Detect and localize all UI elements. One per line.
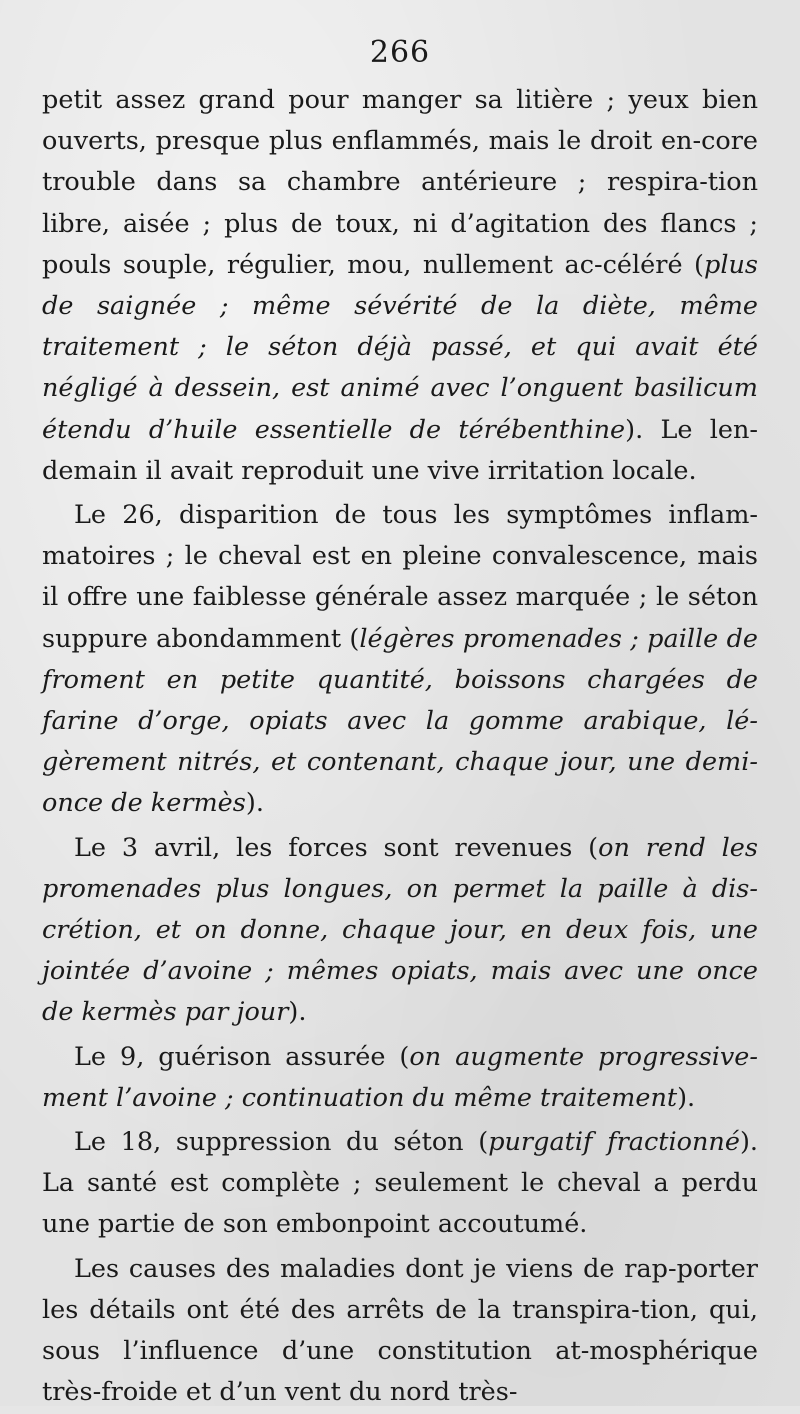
italic-segment: légères promenades ; paille de froment en petite quantité, boissons chargées de farine d’orge, opiats avec la gomme arabique, lé-gèrement nitrés, et contenant, chaque jour, une demi-once de kermès bbox=[42, 623, 758, 819]
italic-segment: purgatif fractionné bbox=[488, 1127, 740, 1158]
paragraph-4 bbox=[42, 1037, 758, 1119]
text-segment: Les causes des maladies dont je viens de rap-porter les détails ont été des arrêts de la transpira-tion, qui, sous l’influence d’une constitution at-mosphérique très-froide et d’un vent du nord très- bbox=[42, 1253, 758, 1408]
italic-segment: on augmente progressive-ment l’avoine ; continuation du même traitement bbox=[42, 1041, 758, 1113]
paragraph-6 bbox=[42, 1249, 758, 1414]
italic-segment: on rend les promenades plus longues, on permet la paille à dis-crétion, et on donne, chaque jour, en deux fois, une jointée d’avoine ; mêmes opiats, mais avec une once de kermès par jour bbox=[42, 832, 758, 1028]
text-segment: Le 9, guérison assurée ( bbox=[74, 1041, 410, 1072]
text-segment: Le 3 avril, les forces sont revenues ( bbox=[74, 832, 599, 863]
paragraph-5 bbox=[42, 1122, 758, 1246]
text-segment: ). bbox=[288, 997, 307, 1028]
italic-segment: plus de saignée ; même sévérité de la diète, même traitement ; le séton déjà passé, et qui avait été négligé à dessein, est animé avec l’onguent basilicum étendu d’huile essentielle de térébenthine bbox=[42, 249, 758, 445]
text-segment: ). bbox=[677, 1082, 696, 1113]
text-segment: Le 26, disparition de tous les symptômes inflam-matoires ; le cheval est en pleine convalescence, mais il offre une faiblesse générale assez marquée ; le séton suppure abondamment ( bbox=[42, 500, 758, 654]
text-segment: ). Le len-demain il avait reproduit une vive irritation locale. bbox=[42, 414, 758, 486]
paragraph-3 bbox=[42, 828, 758, 1034]
paragraph-2 bbox=[42, 495, 758, 825]
body-text bbox=[42, 80, 758, 1414]
page-number: 266 bbox=[369, 35, 431, 70]
text-segment: ). La santé est complète ; seulement le cheval a perdu une partie de son embonpoint accoutumé. bbox=[42, 1127, 758, 1240]
text-segment: petit assez grand pour manger sa litière ; yeux bien ouverts, presque plus enflammés, mais le droit en-core trouble dans sa chambre antérieure ; respira-tion libre, aisée ; plus de toux, ni d’agitation des flancs ; pouls souple, régulier, mou, nullement ac-céléré ( bbox=[42, 85, 758, 280]
paragraph-1 bbox=[42, 80, 758, 492]
text-segment: Le 18, suppression du séton ( bbox=[74, 1127, 489, 1158]
text-segment: ). bbox=[245, 788, 264, 819]
